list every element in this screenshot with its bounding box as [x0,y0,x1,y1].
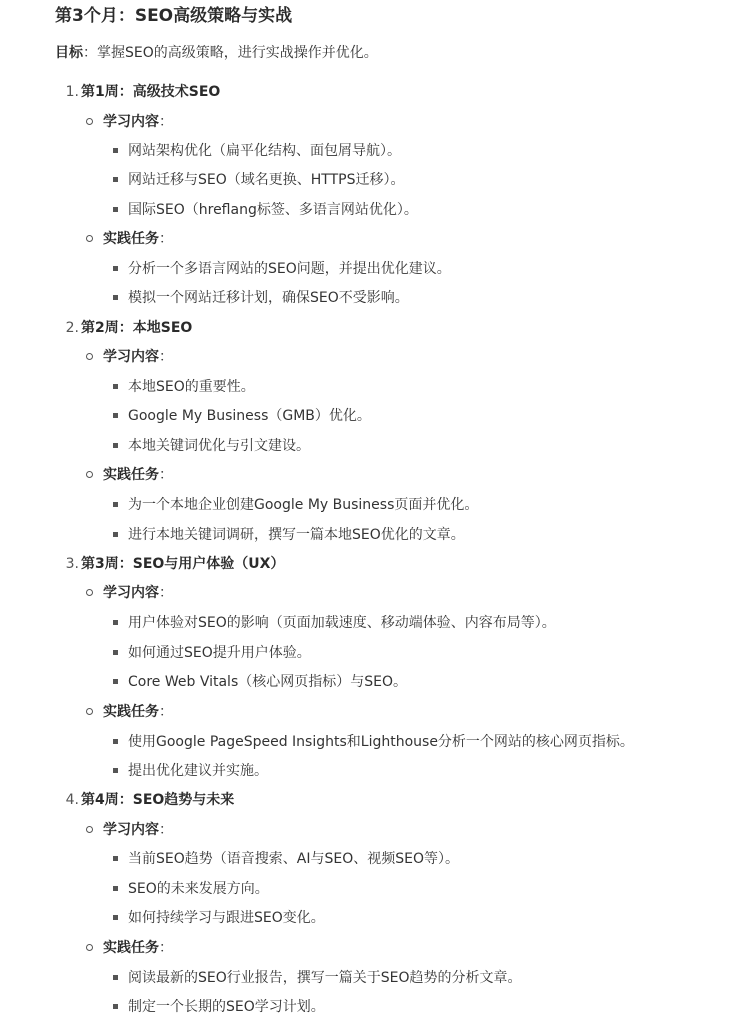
square-bullet-icon [113,384,118,389]
colon: ： [159,231,173,247]
list-number: 1. [65,84,79,100]
week-heading [60,318,192,338]
list-item-text: 如何通过SEO提升用户体验。 [128,645,311,661]
list-item [113,908,325,928]
list-item [113,732,634,752]
list-item [113,997,325,1017]
list-item [113,406,371,426]
square-bullet-icon [113,295,118,300]
task-section-heading [86,938,173,958]
colon: ： [159,704,173,720]
section-label: 实践任务 [103,940,159,956]
learn-section-heading [86,820,173,840]
list-item [113,141,401,161]
week-heading [60,82,220,102]
list-item-text: 模拟一个网站迁移计划，确保SEO不受影响。 [128,290,409,306]
list-item-text: 网站架构优化（扁平化结构、面包屑导航）。 [128,143,401,159]
square-bullet-icon [113,886,118,891]
list-item-text: Google My Business（GMB）优化。 [128,408,371,424]
hollow-bullet-icon [86,589,93,596]
list-item [113,879,269,899]
list-item [113,643,311,663]
list-item-text: 使用Google PageSpeed Insights和Lighthouse分析一个网站的核心网页指标。 [128,734,634,750]
list-item [113,259,451,279]
section-label: 学习内容 [103,349,159,365]
list-item [113,968,522,988]
square-bullet-icon [113,413,118,418]
list-item-text: 提出优化建议并实施。 [128,763,268,779]
square-bullet-icon [113,739,118,744]
list-number: 2. [65,320,79,336]
list-item-text: 为一个本地企业创建Google My Business页面并优化。 [128,497,479,513]
list-item [113,170,404,190]
colon: ： [159,822,173,838]
hollow-bullet-icon [86,118,93,125]
list-item-text: 用户体验对SEO的影响（页面加载速度、移动端体验、内容布局等）。 [128,615,556,631]
list-item-text: 分析一个多语言网站的SEO问题，并提出优化建议。 [128,261,451,277]
list-item [113,495,478,515]
section-label: 学习内容 [103,585,159,601]
task-section-heading [86,702,173,722]
hollow-bullet-icon [86,353,93,360]
task-section-heading [86,229,173,249]
task-section-heading [86,465,173,485]
goal-label: 目标 [55,45,83,61]
colon: ： [159,940,173,956]
list-item [113,288,409,308]
square-bullet-icon [113,679,118,684]
list-item-text: 当前SEO趋势（语音搜索、AI与SEO、视频SEO等）。 [128,851,459,867]
colon: ： [159,114,173,130]
square-bullet-icon [113,1004,118,1009]
square-bullet-icon [113,443,118,448]
square-bullet-icon [113,207,118,212]
week-heading [60,790,234,810]
colon: ： [159,467,173,483]
list-item-text: 本地SEO的重要性。 [128,379,255,395]
colon: ： [159,349,173,365]
square-bullet-icon [113,502,118,507]
square-bullet-icon [113,532,118,537]
list-item [113,849,459,869]
list-item-text: 国际SEO（hreflang标签、多语言网站优化）。 [128,202,418,218]
section-label: 学习内容 [103,114,159,130]
hollow-bullet-icon [86,235,93,242]
list-item-text: 本地关键词优化与引文建设。 [128,438,310,454]
list-item [113,613,556,633]
list-item-text: 进行本地关键词调研，撰写一篇本地SEO优化的文章。 [128,527,465,543]
goal-text: ：掌握SEO的高级策略，进行实战操作并优化。 [83,45,378,61]
goal-line [55,43,378,63]
hollow-bullet-icon [86,471,93,478]
square-bullet-icon [113,975,118,980]
square-bullet-icon [113,915,118,920]
list-item [113,761,268,781]
list-item-text: 制定一个长期的SEO学习计划。 [128,999,325,1015]
section-label: 学习内容 [103,822,159,838]
list-item-text: Core Web Vitals（核心网页指标）与SEO。 [128,674,407,690]
list-item-text: 阅读最新的SEO行业报告，撰写一篇关于SEO趋势的分析文章。 [128,970,522,986]
week-title: 第3周：SEO与用户体验（UX） [81,556,285,572]
page-title: 第3个月：SEO高级策略与实战 [55,6,293,26]
colon: ： [159,585,173,601]
list-item-text: 网站迁移与SEO（域名更换、HTTPS迁移）。 [128,172,405,188]
learn-section-heading [86,583,173,603]
section-label: 实践任务 [103,467,159,483]
hollow-bullet-icon [86,826,93,833]
list-item [113,436,310,456]
list-item [113,377,255,397]
week-title: 第1周：高级技术SEO [81,84,221,100]
week-title: 第4周：SEO趋势与未来 [81,792,235,808]
square-bullet-icon [113,148,118,153]
list-item-text: 如何持续学习与跟进SEO变化。 [128,910,325,926]
learn-section-heading [86,112,173,132]
square-bullet-icon [113,620,118,625]
hollow-bullet-icon [86,708,93,715]
section-label: 实践任务 [103,704,159,720]
hollow-bullet-icon [86,944,93,951]
week-title: 第2周：本地SEO [81,320,193,336]
square-bullet-icon [113,266,118,271]
list-number: 3. [65,556,79,572]
square-bullet-icon [113,856,118,861]
list-item [113,525,465,545]
square-bullet-icon [113,177,118,182]
list-item [113,672,407,692]
list-number: 4. [65,792,79,808]
learn-section-heading [86,347,173,367]
section-label: 实践任务 [103,231,159,247]
week-heading [60,554,284,574]
list-item-text: SEO的未来发展方向。 [128,881,269,897]
list-item [113,200,418,220]
square-bullet-icon [113,650,118,655]
square-bullet-icon [113,768,118,773]
